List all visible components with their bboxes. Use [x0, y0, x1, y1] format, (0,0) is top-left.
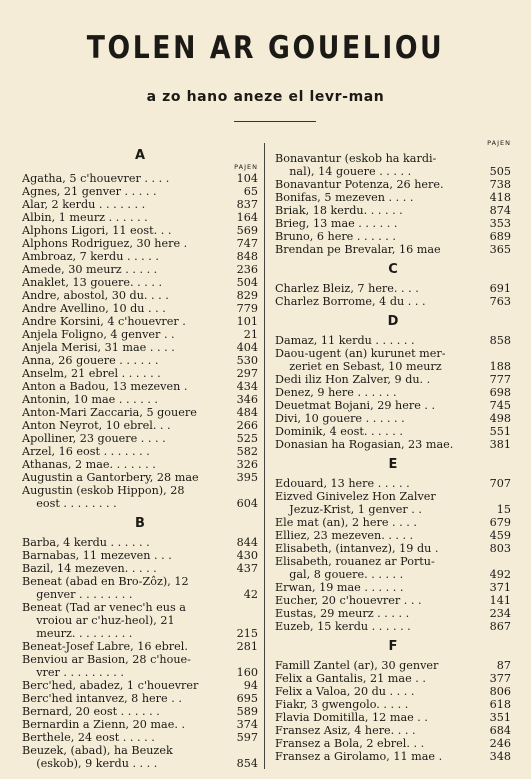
index-entry — [22, 549, 258, 562]
entry-page-number: 430 — [236, 549, 258, 562]
entry-page-number: 530 — [236, 354, 258, 367]
entry-page-number: 492 — [489, 568, 511, 581]
index-entry — [275, 542, 511, 555]
index-entry — [275, 282, 511, 295]
entry-page-number: 365 — [489, 243, 511, 256]
entry-page-number: 874 — [489, 204, 511, 217]
entry-name-line: Agatha, 5 c'houevrer . . . . — [22, 172, 170, 185]
entry-name-line: Alar, 2 kerdu . . . . . . . — [22, 198, 146, 211]
entry-page-number: 569 — [236, 224, 258, 237]
entry-page-number: 597 — [236, 731, 258, 744]
entry-page-number: 160 — [236, 666, 258, 679]
index-entry — [275, 334, 511, 347]
index-entry — [22, 432, 258, 445]
entry-name-line: Barba, 4 kerdu . . . . . . — [22, 536, 150, 549]
index-entry — [22, 445, 258, 458]
entry-name-line: nal), 14 gouere . . . . . — [275, 165, 412, 178]
section-letter-c: C — [388, 262, 398, 277]
entry-name-line: Arzel, 16 eost . . . . . . . — [22, 445, 150, 458]
index-entry — [275, 685, 511, 698]
entry-page-number: 525 — [236, 432, 258, 445]
index-entry — [22, 354, 258, 367]
entry-name-line: Anton-Mari Zaccaria, 5 gouere — [22, 406, 197, 419]
index-entry — [22, 237, 258, 250]
index-entry — [22, 718, 258, 731]
entry-name-line: Donasian ha Rogasian, 23 mae. — [275, 438, 454, 451]
entry-page-number: 837 — [236, 198, 258, 211]
entry-name-line: Benviou ar Basion, 28 c'houe- — [22, 653, 191, 666]
index-entry — [22, 380, 258, 393]
index-entry — [275, 620, 511, 633]
index-entry — [22, 536, 258, 549]
entry-name-line: Fransez a Girolamo, 11 mae . — [275, 750, 443, 763]
index-entry — [275, 438, 511, 451]
section-letter-a: A — [134, 148, 146, 163]
index-entry — [22, 211, 258, 224]
entry-name-line: Anton a Badou, 13 mezeven . — [22, 380, 188, 393]
entry-page-number: 858 — [489, 334, 511, 347]
entry-name-line: Ele mat (an), 2 here . . . . — [275, 516, 417, 529]
entry-name-line: Berc'hed, abadez, 1 c'houevrer — [22, 679, 199, 692]
entry-name-line: Albin, 1 meurz . . . . . . — [22, 211, 148, 224]
index-entry — [22, 562, 258, 575]
entry-page-number: 281 — [236, 640, 258, 653]
entry-name-line: Daou-ugent (an) kurunet mer- — [275, 347, 446, 360]
entry-name-line: gal, 8 gouere. . . . . . — [275, 568, 404, 581]
index-entry — [275, 295, 511, 308]
entry-name-line: eost . . . . . . . . — [22, 497, 117, 510]
index-entry — [22, 679, 258, 692]
entry-name-line: Damaz, 11 kerdu . . . . . . — [275, 334, 415, 347]
section-letter-e: E — [388, 457, 398, 472]
entry-name-line: Felix a Gantalis, 21 mae . . — [275, 672, 426, 685]
entry-name-line: Beneat (Tad ar venec'h eus a — [22, 601, 186, 614]
entry-name-line: Anna, 26 gouere . . . . . . — [22, 354, 159, 367]
entry-name-line: Deuetmat Bojani, 29 here . . — [275, 399, 436, 412]
index-entry — [22, 640, 258, 653]
entry-name-line: Andre Korsini, 4 c'houevrer . — [22, 315, 186, 328]
index-entry — [22, 692, 258, 705]
index-entry — [22, 341, 258, 354]
entry-name-line: genver . . . . . . . . — [22, 588, 133, 601]
index-entry — [275, 555, 511, 581]
index-entry — [22, 276, 258, 289]
index-entry — [275, 581, 511, 594]
entry-page-number: 353 — [489, 217, 511, 230]
entry-name-line: Charlez Bleiz, 7 here. . . . — [275, 282, 419, 295]
entry-name-line: Anjela Foligno, 4 genver . . — [22, 328, 175, 341]
index-entry — [275, 347, 511, 373]
entry-page-number: 246 — [489, 737, 511, 750]
index-entry — [275, 386, 511, 399]
entry-page-number: 266 — [236, 419, 258, 432]
entry-page-number: 381 — [489, 438, 511, 451]
entry-page-number: 848 — [236, 250, 258, 263]
section-letter-d: D — [387, 314, 399, 329]
entry-page-number: 806 — [489, 685, 511, 698]
index-entry — [275, 724, 511, 737]
entry-name-line: Brendan pe Brevalar, 16 mae — [275, 243, 441, 256]
entry-page-number: 371 — [489, 581, 511, 594]
entry-page-number: 377 — [489, 672, 511, 685]
index-entry — [275, 490, 511, 516]
entry-page-number: 803 — [489, 542, 511, 555]
entry-page-number: 236 — [236, 263, 258, 276]
entry-name-line: Fransez a Bola, 2 ebrel. . . — [275, 737, 425, 750]
entry-page-number: 867 — [489, 620, 511, 633]
entry-name-line: Alphons Rodriguez, 30 here . — [22, 237, 188, 250]
index-entry — [22, 172, 258, 185]
entry-page-number: 437 — [236, 562, 258, 575]
entry-page-number: 21 — [243, 328, 258, 341]
entry-page-number: 763 — [489, 295, 511, 308]
index-entry — [22, 744, 258, 770]
entry-page-number: 498 — [489, 412, 511, 425]
index-entry — [275, 191, 511, 204]
index-entry — [275, 230, 511, 243]
entry-page-number: 747 — [236, 237, 258, 250]
index-entry — [22, 406, 258, 419]
entry-name-line: Anselm, 21 ebrel . . . . . . — [22, 367, 161, 380]
entry-name-line: Anaklet, 13 gouere. . . . . — [22, 276, 163, 289]
entry-name-line: Amede, 30 meurz . . . . . — [22, 263, 158, 276]
index-entry — [22, 731, 258, 744]
entry-name-line: Eucher, 20 c'houevrer . . . — [275, 594, 422, 607]
entry-name-line: Anjela Merisi, 31 mae . . . . — [22, 341, 175, 354]
section-letter-b: B — [135, 516, 145, 531]
entry-name-line: Agnes, 21 genver . . . . . — [22, 185, 157, 198]
entry-name-line: Dedi iliz Hon Zalver, 9 du. . — [275, 373, 431, 386]
index-entry — [275, 412, 511, 425]
entry-name-line: meurz. . . . . . . . . — [22, 627, 133, 640]
entry-name-line: zeriet en Sebast, 10 meurz — [275, 360, 442, 373]
index-entry — [275, 477, 511, 490]
title-divider — [234, 121, 316, 122]
index-entry — [275, 672, 511, 685]
entry-name-line: Anton Neyrot, 10 ebrel. . . — [22, 419, 171, 432]
index-entry — [22, 302, 258, 315]
pages-column-label: PAJEN — [487, 139, 511, 147]
entry-page-number: 777 — [489, 373, 511, 386]
entry-page-number: 459 — [489, 529, 511, 542]
page-subtitle: a zo hano aneze el levr-man — [146, 89, 385, 105]
index-entry — [275, 204, 511, 217]
entry-name-line: Athanas, 2 mae. . . . . . . — [22, 458, 156, 471]
entry-page-number: 829 — [236, 289, 258, 302]
entry-page-number: 215 — [236, 627, 258, 640]
entry-page-number: 698 — [489, 386, 511, 399]
entry-name-line: Dominik, 4 eost. . . . . . — [275, 425, 403, 438]
entry-page-number: 504 — [236, 276, 258, 289]
entry-name-line: Bernardin a Zienn, 20 mae. . — [22, 718, 185, 731]
entry-page-number: 141 — [489, 594, 511, 607]
entry-page-number: 164 — [236, 211, 258, 224]
index-entry — [22, 328, 258, 341]
entry-name-line: Andre, abostol, 30 du. . . . — [22, 289, 169, 302]
entry-name-line: Edouard, 13 here . . . . . — [275, 477, 410, 490]
index-entry — [275, 750, 511, 763]
entry-name-line: Flavia Domitilla, 12 mae . . — [275, 711, 428, 724]
entry-name-line: Brieg, 13 mae . . . . . . — [275, 217, 398, 230]
entry-page-number: 854 — [236, 757, 258, 770]
entry-name-line: Jezuz-Krist, 1 genver . . — [275, 503, 422, 516]
index-entry — [22, 224, 258, 237]
entry-name-line: Briak, 18 kerdu. . . . . . — [275, 204, 403, 217]
entry-name-line: Beuzek, (abad), ha Beuzek — [22, 744, 173, 757]
entry-name-line: Andre Avellino, 10 du . . . — [22, 302, 166, 315]
entry-page-number: 551 — [489, 425, 511, 438]
index-entry — [275, 529, 511, 542]
index-entry — [22, 393, 258, 406]
entry-page-number: 42 — [243, 588, 258, 601]
entry-page-number: 374 — [236, 718, 258, 731]
entry-name-line: Elisabeth, (intanvez), 19 du . — [275, 542, 439, 555]
column-divider — [264, 143, 265, 769]
entry-page-number: 695 — [236, 692, 258, 705]
entry-page-number: 418 — [489, 191, 511, 204]
entry-name-line: Bonavantur (eskob ha kardi- — [275, 152, 437, 165]
entry-name-line: Bernard, 20 eost . . . . . . — [22, 705, 160, 718]
entry-name-line: Augustin (eskob Hippon), 28 — [22, 484, 185, 497]
index-entry — [275, 399, 511, 412]
index-entry — [22, 185, 258, 198]
index-entry — [275, 607, 511, 620]
index-entry — [22, 484, 258, 510]
entry-name-line: Ambroaz, 7 kerdu . . . . . — [22, 250, 159, 263]
entry-name-line: Alphons Ligori, 11 eost. . . — [22, 224, 172, 237]
index-entry — [22, 263, 258, 276]
index-entry — [22, 601, 258, 640]
index-entry — [275, 373, 511, 386]
entry-name-line: vroiou ar c'huz-heol), 21 — [22, 614, 175, 627]
entry-name-line: Elisabeth, rouanez ar Portu- — [275, 555, 435, 568]
entry-page-number: 65 — [243, 185, 258, 198]
index-entry — [275, 152, 511, 178]
entry-name-line: Beneat-Josef Labre, 16 ebrel. — [22, 640, 188, 653]
entry-name-line: Charlez Borrome, 4 du . . . — [275, 295, 426, 308]
entry-name-line: Famill Zantel (ar), 30 genver — [275, 659, 439, 672]
entry-page-number: 395 — [236, 471, 258, 484]
entry-name-line: Bonifas, 5 mezeven . . . . — [275, 191, 414, 204]
index-entry — [22, 471, 258, 484]
entry-name-line: Berthele, 24 eost . . . . . — [22, 731, 155, 744]
index-entry — [22, 458, 258, 471]
entry-name-line: Barnabas, 11 mezeven . . . — [22, 549, 172, 562]
entry-page-number: 689 — [489, 230, 511, 243]
entry-page-number: 738 — [489, 178, 511, 191]
index-entry — [275, 711, 511, 724]
index-entry — [275, 698, 511, 711]
entry-page-number: 326 — [236, 458, 258, 471]
entry-name-line: Bruno, 6 here . . . . . . — [275, 230, 396, 243]
index-entry — [275, 425, 511, 438]
entry-page-number: 15 — [496, 503, 511, 516]
index-entry — [22, 705, 258, 718]
entry-name-line: Euzeb, 15 kerdu . . . . . . — [275, 620, 411, 633]
entry-name-line: Berc'hed intanvez, 8 here . . — [22, 692, 182, 705]
index-entry — [275, 659, 511, 672]
entry-page-number: 745 — [489, 399, 511, 412]
entry-name-line: Eustas, 29 meurz . . . . . — [275, 607, 410, 620]
pages-column-label: PAJEN — [234, 163, 258, 171]
entry-page-number: 297 — [236, 367, 258, 380]
entry-page-number: 844 — [236, 536, 258, 549]
entry-page-number: 434 — [236, 380, 258, 393]
page-title: TOLEN AR GOUELIOU — [86, 30, 445, 66]
entry-page-number: 351 — [489, 711, 511, 724]
entry-page-number: 679 — [489, 516, 511, 529]
index-entry — [275, 217, 511, 230]
index-entry — [275, 737, 511, 750]
entry-page-number: 87 — [496, 659, 511, 672]
entry-page-number: 484 — [236, 406, 258, 419]
entry-page-number: 101 — [236, 315, 258, 328]
entry-name-line: Fransez Asiz, 4 here. . . . — [275, 724, 416, 737]
index-entry — [22, 315, 258, 328]
entry-page-number: 707 — [489, 477, 511, 490]
entry-name-line: Augustin a Gantorbery, 28 mae — [22, 471, 199, 484]
entry-name-line: Fiakr, 3 gwengolo. . . . . — [275, 698, 409, 711]
entry-page-number: 505 — [489, 165, 511, 178]
entry-name-line: Elliez, 23 mezeven. . . . . — [275, 529, 414, 542]
entry-page-number: 604 — [236, 497, 258, 510]
entry-name-line: Eizved Ginivelez Hon Zalver — [275, 490, 436, 503]
index-entry — [22, 653, 258, 679]
entry-name-line: Apolliner, 23 gouere . . . . — [22, 432, 166, 445]
index-entry — [275, 178, 511, 191]
entry-name-line: Denez, 9 here . . . . . . — [275, 386, 397, 399]
entry-page-number: 348 — [489, 750, 511, 763]
entry-page-number: 684 — [489, 724, 511, 737]
index-entry — [275, 243, 511, 256]
entry-name-line: Erwan, 19 mae . . . . . . — [275, 581, 404, 594]
index-entry — [22, 367, 258, 380]
section-letter-f: F — [388, 639, 398, 654]
entry-page-number: 582 — [236, 445, 258, 458]
entry-page-number: 779 — [236, 302, 258, 315]
index-entry — [22, 289, 258, 302]
entry-name-line: Antonin, 10 mae . . . . . . — [22, 393, 158, 406]
entry-page-number: 404 — [236, 341, 258, 354]
index-entry — [22, 419, 258, 432]
entry-name-line: Bonavantur Potenza, 26 here. — [275, 178, 444, 191]
index-entry — [275, 516, 511, 529]
entry-name-line: Bazil, 14 mezeven. . . . . — [22, 562, 157, 575]
entry-page-number: 94 — [243, 679, 258, 692]
entry-page-number: 188 — [489, 360, 511, 373]
entry-page-number: 691 — [489, 282, 511, 295]
entry-page-number: 234 — [489, 607, 511, 620]
entry-name-line: Beneat (abad en Bro-Zôz), 12 — [22, 575, 189, 588]
entry-name-line: (eskob), 9 kerdu . . . . — [22, 757, 158, 770]
entry-page-number: 589 — [236, 705, 258, 718]
index-entry — [22, 575, 258, 601]
entry-page-number: 104 — [236, 172, 258, 185]
entry-page-number: 618 — [489, 698, 511, 711]
index-entry — [22, 250, 258, 263]
entry-name-line: Divi, 10 gouere . . . . . . — [275, 412, 405, 425]
entry-page-number: 346 — [236, 393, 258, 406]
entry-name-line: Felix a Valoa, 20 du . . . . — [275, 685, 415, 698]
entry-name-line: vrer . . . . . . . . . — [22, 666, 124, 679]
index-entry — [275, 594, 511, 607]
index-entry — [22, 198, 258, 211]
